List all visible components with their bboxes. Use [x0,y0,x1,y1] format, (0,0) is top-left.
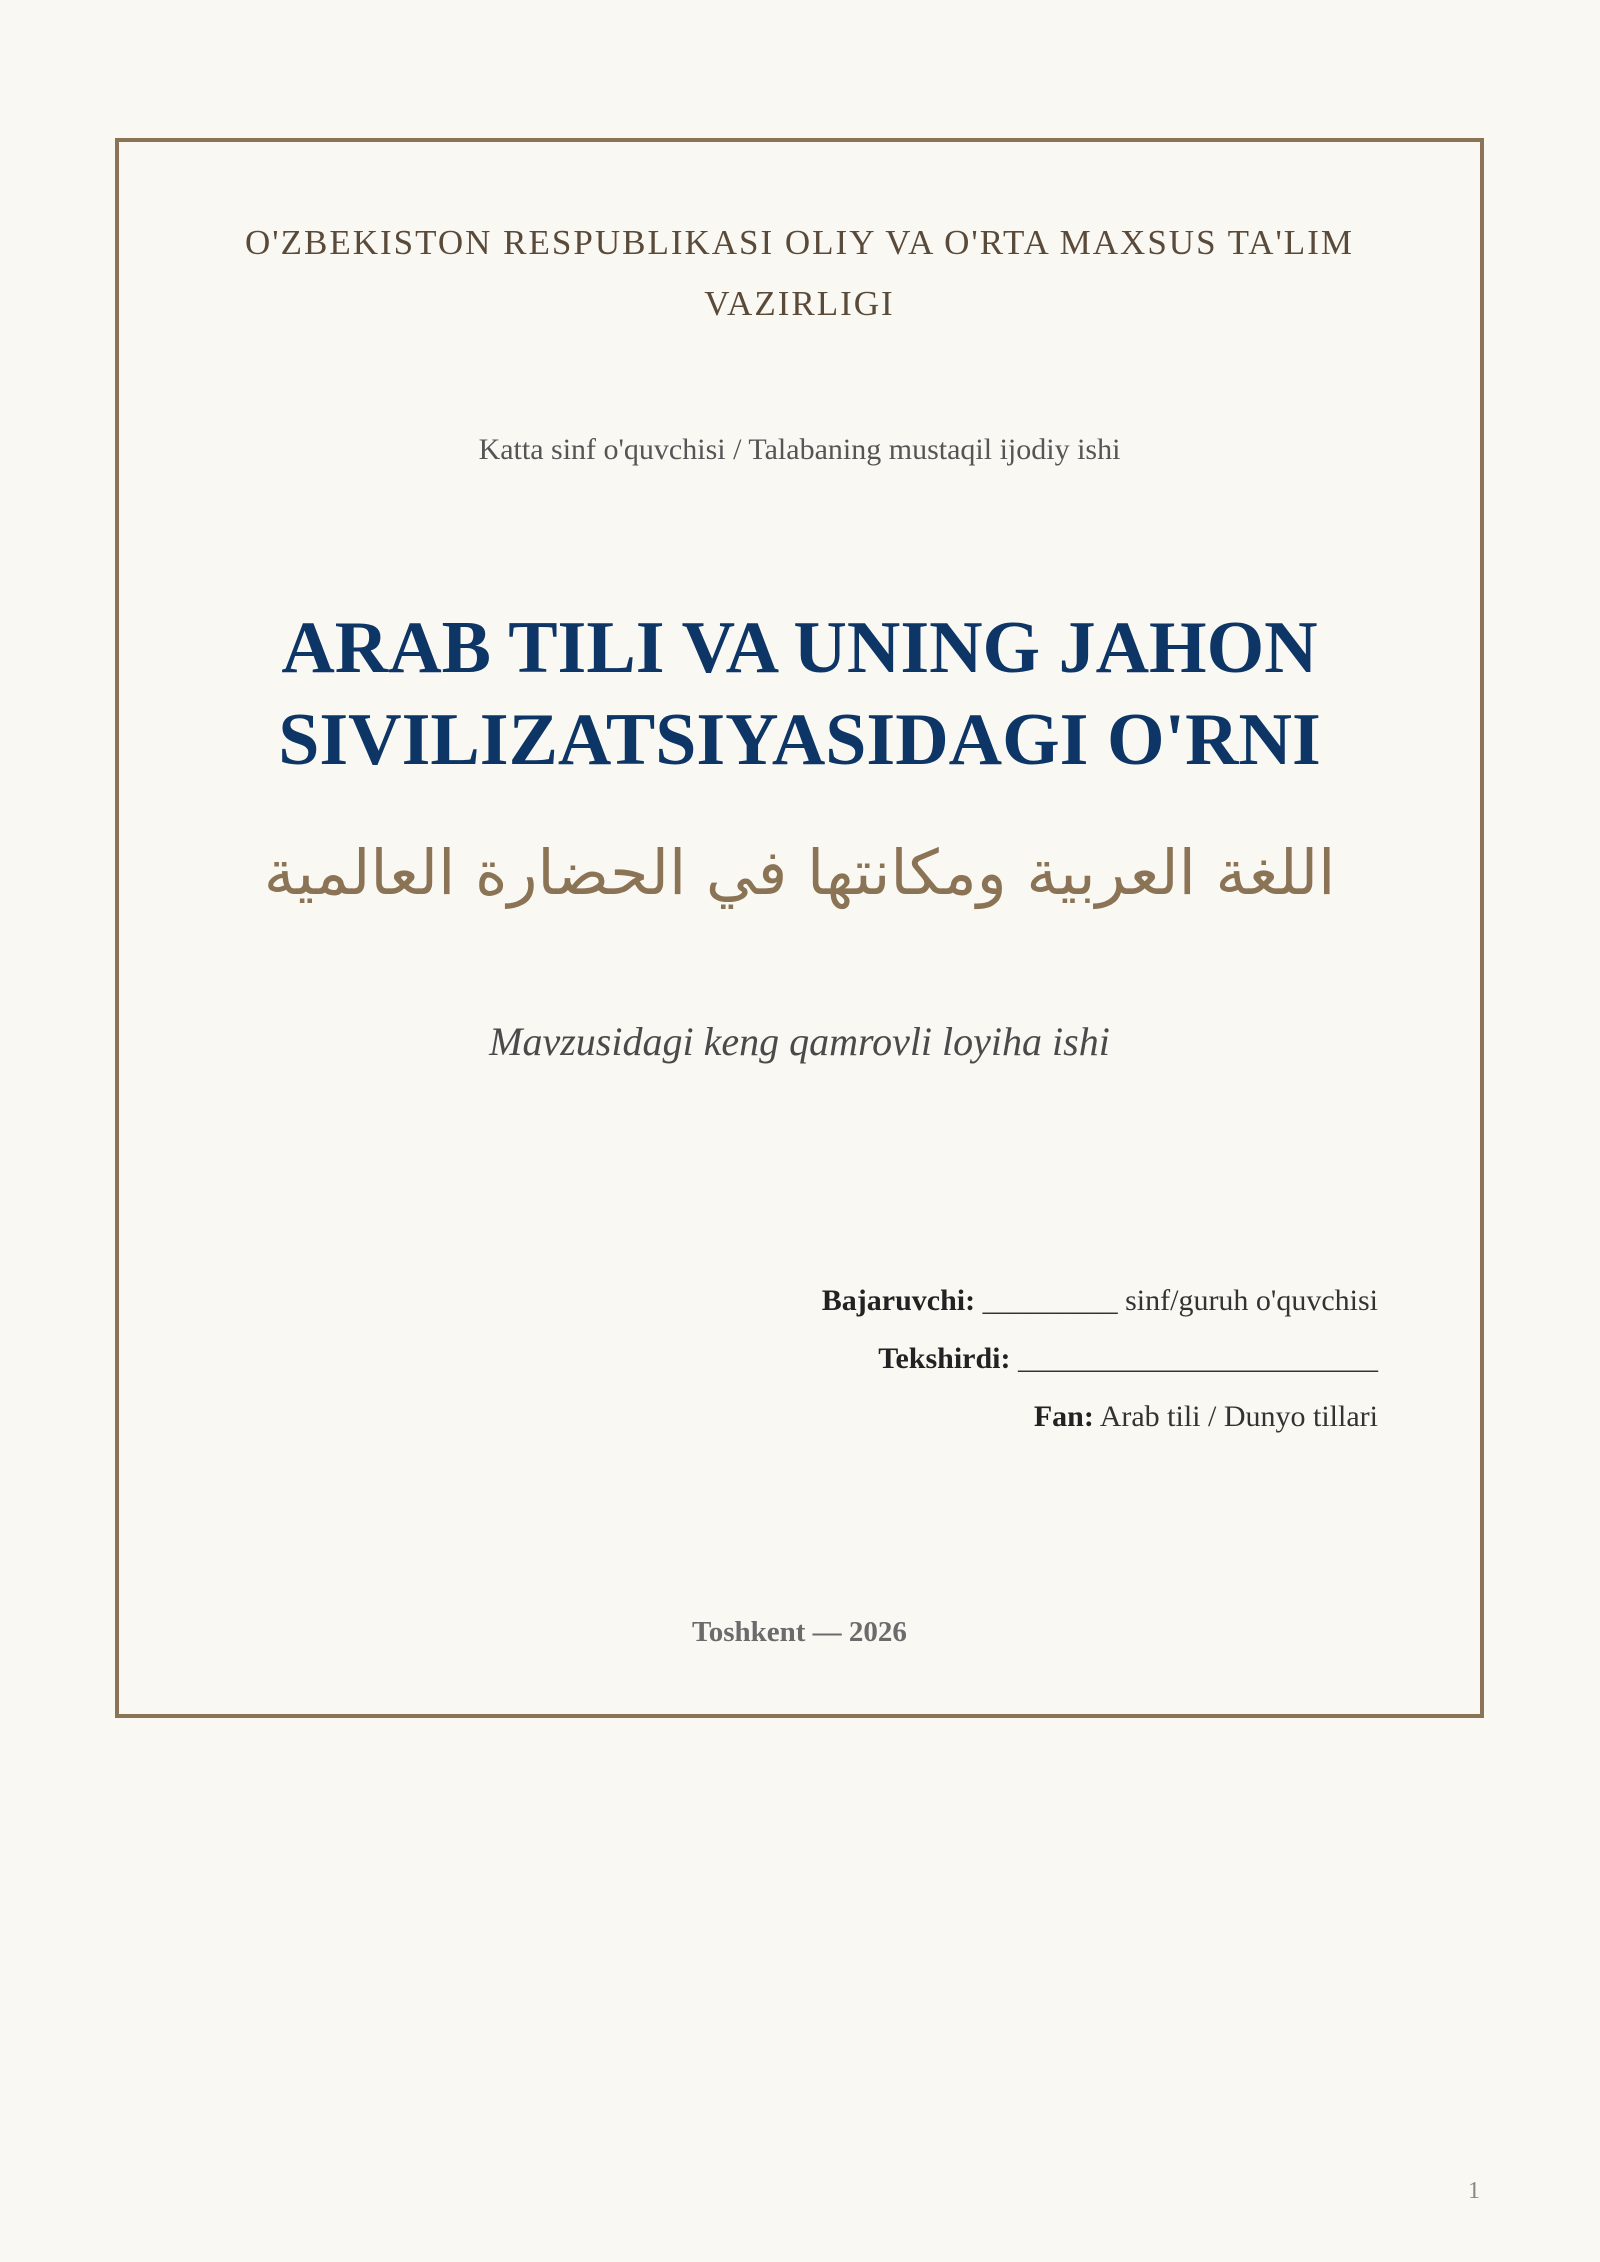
title-page-frame [115,138,1484,1718]
performer-row [822,1272,1378,1330]
info-block [822,1272,1378,1446]
performer-value: _________ sinf/guruh o'quvchisi [982,1284,1378,1317]
checker-label: Tekshirdi: [878,1342,1011,1375]
checker-value: ________________________ [1018,1342,1378,1375]
subject-row [822,1388,1378,1446]
work-type-subtitle: Katta sinf o'quvchisi / Talabaning mustaqil ijodiy ishi [478,433,1121,466]
performer-label: Bajaruvchi: [821,1284,976,1317]
topic-description: Mavzusidagi keng qamrovli loyiha ishi [489,1019,1110,1064]
main-title-line1: ARAB TILI VA UNING JAHON [281,607,1318,689]
arabic-title: اللغة العربية ومكانتها في الحضارة العالمية [263,836,1336,909]
subject-label: Fan: [1033,1400,1094,1433]
subject-value: Arab tili / Dunyo tillari [1099,1400,1378,1433]
city-year-footer: Toshkent — 2026 [692,1616,907,1648]
main-title-line2: SIVILIZATSIYASIDAGI O'RNI [278,699,1321,781]
checker-row [822,1330,1378,1388]
main-title [119,602,1480,786]
page-number: 1 [1468,2178,1480,2204]
ministry-name: O'ZBEKISTON RESPUBLIKASI OLIY VA O'RTA MAXSUS TA'LIM VAZIRLIGI [245,223,1354,323]
